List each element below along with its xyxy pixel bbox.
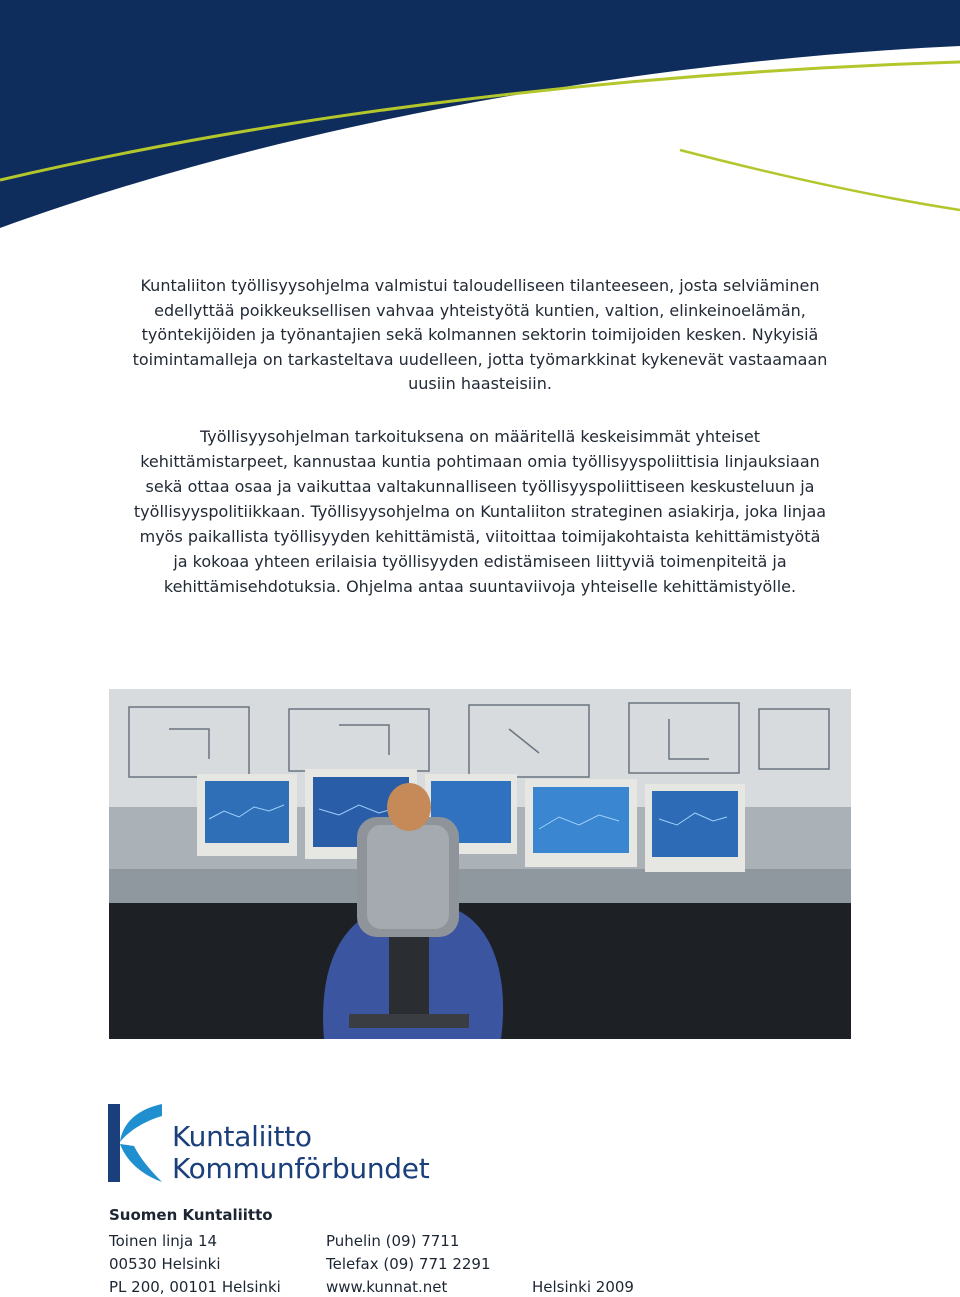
- footer-address-line: 00530 Helsinki: [109, 1255, 221, 1273]
- footer-org-name: Suomen Kuntaliitto: [109, 1206, 273, 1224]
- footer-place-year: Helsinki 2009: [532, 1278, 634, 1296]
- body-paragraph: Työllisyysohjelman tarkoituksena on määritellä keskeisimmät yhteiset kehittämistarpeet, kannustaa kuntia pohtimaan omia työllisyyspoliittisia linjauksiaan sekä ottaa osaa ja vaikuttaa valtakunnalliseen työllisyyspoliittiseen keskusteluun ja työllisyyspolitiikkaan. Työllisyysohjelma on Kuntaliiton strateginen asiakirja, joka linjaa myös paikallista työllisyyden kehittämistä, viitoittaa toimijakohtaista kehittämistyötä ja kokoaa yhteen erilaisia työllisyyden edistämiseen liittyviä toimenpiteitä ja kehittämisehdotuksia. Ohjelma antaa suuntaviivoja yhteiselle kehittämistyölle.: [133, 427, 827, 596]
- intro-paragraph: Kuntaliiton työllisyysohjelma valmistui taloudelliseen tilanteeseen, josta selviäminen edellyttää poikkeuksellisen vahvaa yhteistyötä kuntien, valtion, elinkeinoelämän, työntekijöiden ja työnantajien sekä kolmannen sektorin toimijoiden kesken. Nykyisiä toimintamalleja on tarkasteltava uudelleen, jotta työmarkkinat kykenevät vastaamaan uusiin haasteisiin.: [132, 276, 828, 393]
- logo-text-kommunforbundet: Kommunförbundet: [172, 1152, 430, 1185]
- footer-address-line: PL 200, 00101 Helsinki: [109, 1278, 281, 1296]
- footer-website-link[interactable]: www.kunnat.net: [326, 1278, 448, 1296]
- footer-phone: Puhelin (09) 7711: [326, 1232, 460, 1250]
- footer-address-line: Toinen linja 14: [109, 1232, 218, 1250]
- kuntaliitto-logo: [104, 1102, 464, 1188]
- header-wave-decoration: [0, 0, 960, 240]
- control-room-photo: [109, 689, 851, 1039]
- footer-telefax: Telefax (09) 771 2291: [326, 1255, 491, 1273]
- k-logo-icon: [104, 1102, 168, 1184]
- logo-text-kuntaliitto: Kuntaliitto: [172, 1120, 312, 1153]
